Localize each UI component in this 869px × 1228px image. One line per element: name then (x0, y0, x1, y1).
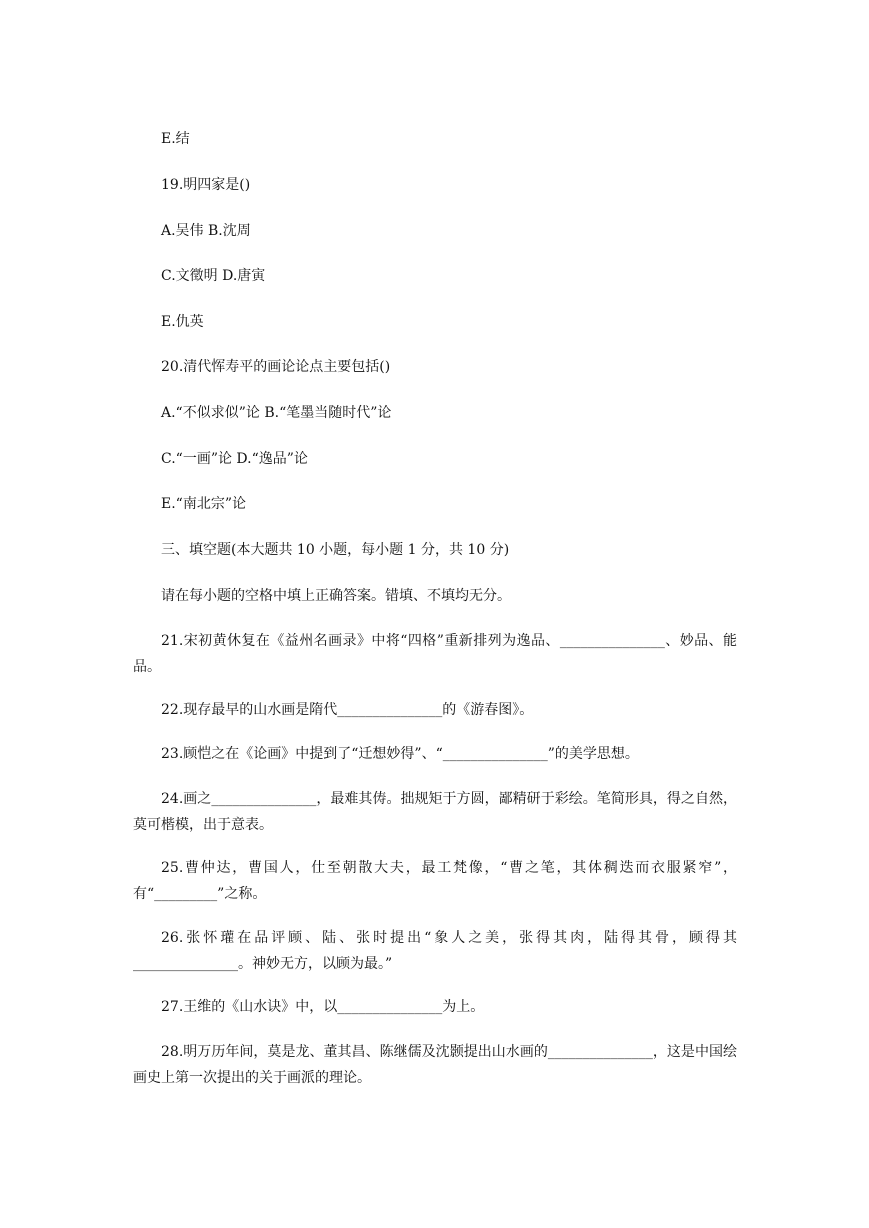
question-21: 21.宋初黄休复在《益州名画录》中将“四格”重新排列为逸品、_______________、妙品、能品。 (133, 633, 737, 675)
question-24: 24.画之_______________，最难其俦。拙规矩于方圆，鄙精研于彩绘。笔简形具，得之自然，莫可楷模，出于意表。 (133, 791, 737, 833)
question-20-option-e: E.“南北宗”论 (161, 496, 246, 512)
question-25: 25.曹仲达，曹国人，仕至朝散大夫，最工梵像，“曹之笔，其体稠迭而衣服紧窄”，有“_________”之称。 (133, 860, 737, 902)
question-19-options-ab: A.吴伟 B.沈周 (161, 223, 251, 239)
question-19-options-cd: C.文徵明 D.唐寅 (161, 268, 266, 284)
question-22: 22.现存最早的山水画是隋代_______________的《游春图》。 (161, 702, 534, 718)
question-27: 27.王维的《山水诀》中，以_______________为上。 (161, 999, 485, 1015)
question-19: 19.明四家是() (161, 177, 251, 193)
question-19-option-e: E.仇英 (161, 314, 204, 330)
question-20: 20.清代恽寿平的画论论点主要包括() (161, 359, 391, 375)
section-heading: 三、填空题(本大题共 10 小题，每小题 1 分，共 10 分) (161, 542, 510, 558)
question-28: 28.明万历年间，莫是龙、董其昌、陈继儒及沈颢提出山水画的_______________，这是中国绘画史上第一次提出的关于画派的理论。 (133, 1044, 737, 1086)
option-e-jie: E.结 (161, 131, 190, 147)
question-20-options-cd: C.“一画”论 D.“逸品”论 (161, 451, 308, 467)
section-instruction: 请在每小题的空格中填上正确答案。错填、不填均无分。 (161, 588, 511, 604)
question-26: 26.张怀瓘在品评顾、陆、张时提出“象人之美，张得其肉，陆得其骨，顾得其_______________。神妙无方，以顾为最。” (133, 930, 737, 972)
question-20-options-ab: A.“不似求似”论 B.“笔墨当随时代”论 (161, 405, 392, 421)
question-23: 23.顾恺之在《论画》中提到了“迁想妙得”、“_______________”的美学思想。 (161, 746, 639, 762)
